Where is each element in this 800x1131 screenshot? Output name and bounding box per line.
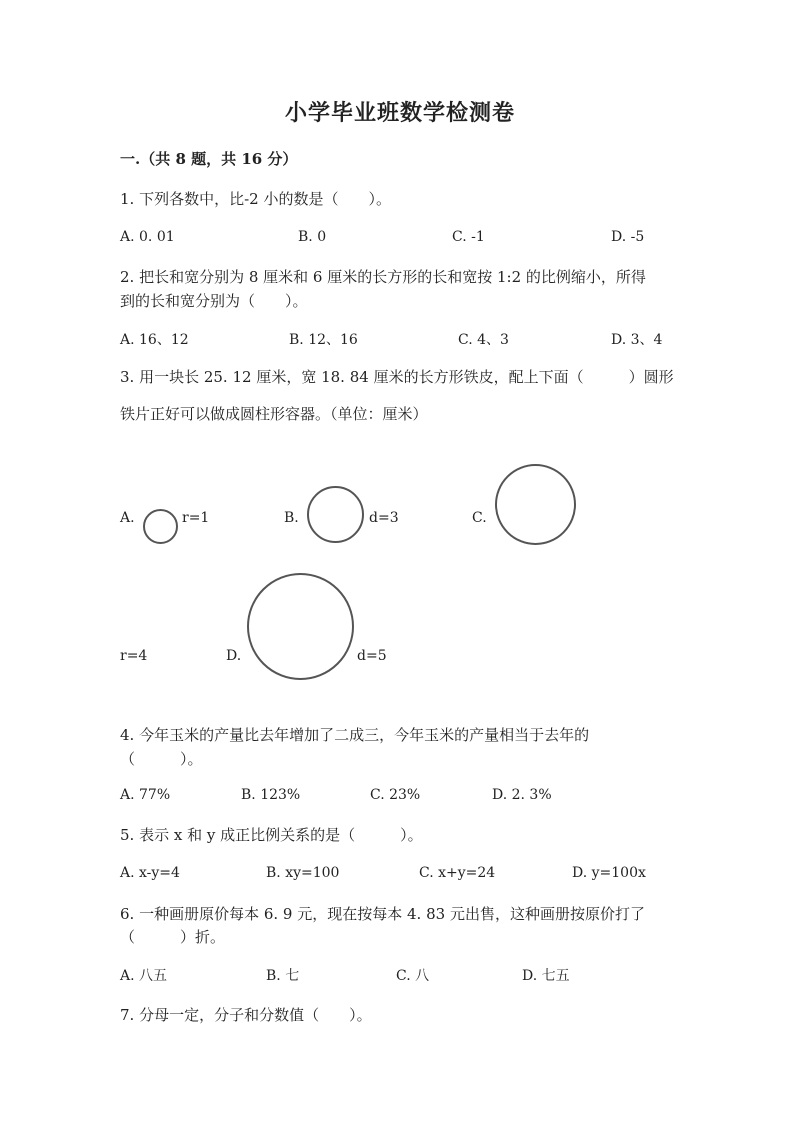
figure-option-c-label: C. — [472, 510, 487, 526]
question-5-option-d: D. y=100x — [572, 865, 646, 881]
question-4-option-d: D. 2. 3% — [492, 787, 552, 803]
question-1-text: 1. 下列各数中，比-2 小的数是（ ）。 — [120, 190, 391, 208]
question-4-text-line-2: （ ）。 — [120, 750, 203, 768]
page-title: 小学毕业班数学检测卷 — [284, 100, 515, 126]
question-1-option-d: D. -5 — [611, 229, 645, 245]
question-6-text-line-2: （ ）折。 — [120, 928, 226, 946]
question-5-option-b: B. xy=100 — [266, 865, 340, 881]
question-2-option-c: C. 4、3 — [458, 332, 509, 348]
question-3-text-line-2: 铁片正好可以做成圆柱形容器。（单位：厘米） — [120, 405, 428, 423]
circle-a-shape — [143, 509, 178, 544]
figure-option-a-value: r=1 — [182, 510, 210, 526]
question-5-option-a: A. x-y=4 — [120, 865, 180, 881]
question-4-option-a: A. 77% — [120, 787, 171, 803]
question-2-text-line-2: 到的长和宽分别为（ ）。 — [120, 292, 308, 310]
question-6-text-line-1: 6. 一种画册原价每本 6. 9 元，现在按每本 4. 83 元出售，这种画册按原价打了 — [120, 905, 645, 923]
question-4-option-b: B. 123% — [241, 787, 301, 803]
figure-option-b-label: B. — [284, 510, 299, 526]
question-2-text-line-1: 2. 把长和宽分别为 8 厘米和 6 厘米的长方形的长和宽按 1:2 的比例缩小，所得 — [120, 268, 646, 286]
question-4-text-line-1: 4. 今年玉米的产量比去年增加了二成三，今年玉米的产量相当于去年的 — [120, 726, 590, 744]
question-3-text-line-1: 3. 用一块长 25. 12 厘米，宽 18. 84 厘米的长方形铁皮，配上下面（ ）圆形 — [120, 368, 674, 386]
circle-d-shape — [247, 573, 354, 680]
section-heading: 一.（共 8 题，共 16 分） — [120, 150, 298, 168]
circle-c-shape — [495, 464, 576, 545]
question-2-option-b: B. 12、16 — [289, 332, 358, 348]
question-7-text: 7. 分母一定，分子和分数值（ ）。 — [120, 1006, 372, 1024]
question-2-option-d: D. 3、4 — [611, 332, 663, 348]
circle-b-shape — [307, 486, 364, 543]
question-6-option-b: B. 七 — [266, 968, 300, 984]
question-1-option-c: C. -1 — [452, 229, 485, 245]
question-5-text: 5. 表示 x 和 y 成正比例关系的是（ ）。 — [120, 826, 423, 844]
figure-option-c-value: r=4 — [120, 648, 148, 664]
figure-option-d-label: D. — [226, 648, 242, 664]
question-1-option-a: A. 0. 01 — [120, 229, 175, 245]
question-6-option-d: D. 七五 — [522, 968, 570, 984]
question-6-option-a: A. 八五 — [120, 968, 168, 984]
figure-option-b-value: d=3 — [369, 510, 399, 526]
question-4-option-c: C. 23% — [370, 787, 421, 803]
question-2-option-a: A. 16、12 — [120, 332, 189, 348]
figure-option-a-label: A. — [120, 510, 135, 526]
question-1-option-b: B. 0 — [298, 229, 327, 245]
figure-option-d-value: d=5 — [357, 648, 387, 664]
question-5-option-c: C. x+y=24 — [419, 865, 496, 881]
question-6-option-c: C. 八 — [396, 968, 430, 984]
